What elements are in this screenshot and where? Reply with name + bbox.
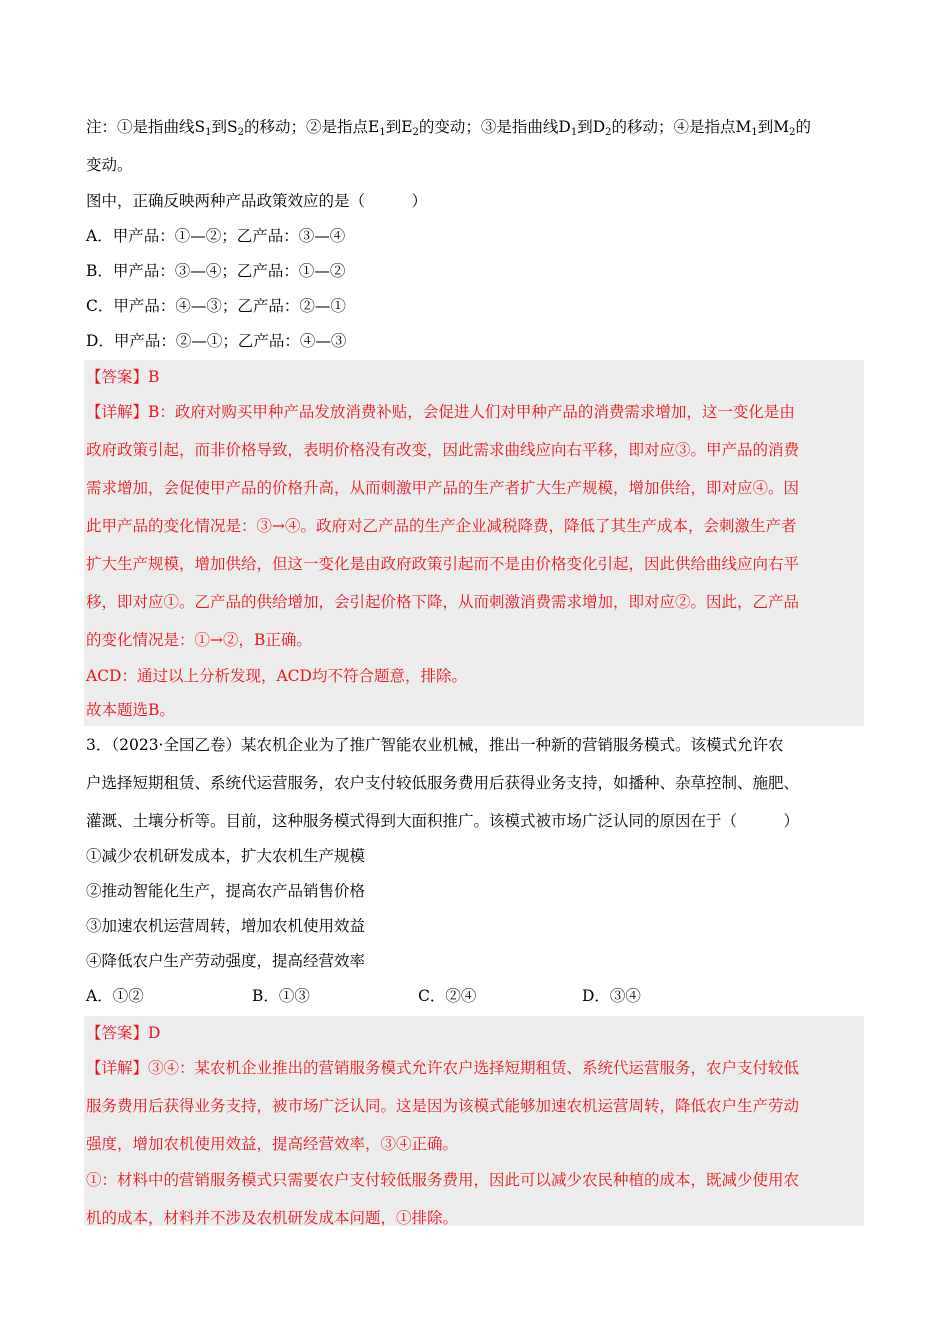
option-c: C．甲产品：④—③；乙产品：②—① <box>86 297 346 315</box>
option-d: D．甲产品：②—①；乙产品：④—③ <box>86 332 347 350</box>
option-a: A．①② <box>86 987 144 1005</box>
answer-box <box>84 360 864 726</box>
explanation-line: 政府政策引起，而非价格导致，表明价格没有改变，因此需求曲线应向右平移，即对应③。甲产品的消费 <box>86 441 800 459</box>
option-b: B．①③ <box>252 987 310 1005</box>
explanation-line: 需求增加，会促使甲产品的价格升高，从而刺激甲产品的生产者扩大生产规模，增加供给，即对应④。因 <box>86 479 800 497</box>
statement-item: ④降低农户生产劳动强度，提高经营效率 <box>86 952 366 970</box>
explanation-line: 强度，增加农机使用效益，提高经营效率，③④正确。 <box>86 1135 459 1153</box>
statement-item: ③加速农机运营周转，增加农机使用效益 <box>86 917 366 935</box>
explanation-line: 服务费用后获得业务支持，被市场广泛认同。这是因为该模式能够加速农机运营周转，降低农户生产劳动 <box>86 1097 800 1115</box>
explanation-line: ACD：通过以上分析发现，ACD均不符合题意，排除。 <box>86 667 467 685</box>
option-b: B．甲产品：③—④；乙产品：①—② <box>86 262 346 280</box>
option-c: C．②④ <box>418 987 477 1005</box>
explanation-line: 移，即对应①。乙产品的供给增加，会引起价格下降，从而刺激消费需求增加，即对应②。因此，乙产品 <box>86 593 800 611</box>
explanation-line: 此甲产品的变化情况是：③→④。政府对乙产品的生产企业减税降费，降低了其生产成本，会刺激生产者 <box>86 517 797 535</box>
answer-label: 【答案】D <box>86 1024 161 1042</box>
explanation-line: 的变化情况是：①→②，B正确。 <box>86 631 312 649</box>
question-stem: 灌溉、土壤分析等。目前，这种服务模式得到大面积推广。该模式被市场广泛认同的原因在于（ ） <box>86 812 800 830</box>
answer-box <box>84 1016 864 1226</box>
question-stem: 3．（2023·全国乙卷）某农机企业为了推广智能农业机械，推出一种新的营销服务模式。该模式允许农 <box>86 736 784 754</box>
note-line-2: 变动。 <box>86 156 133 174</box>
option-d: D．③④ <box>582 987 641 1005</box>
option-a: A．甲产品：①—②；乙产品：③—④ <box>86 227 346 245</box>
note-line-1: 注：①是指曲线$S_1$到$S_2$的移动；②是指点$E_1$到$E_2$的变动；③是指曲线$D_1$到$D_2$的移动；④是指点$M_1$到$M_2$的 <box>86 118 812 138</box>
explanation-line: 【详解】B：政府对购买甲种产品发放消费补贴，会促进人们对甲种产品的消费需求增加，这一变化是由 <box>86 403 795 421</box>
question-stem: 图中，正确反映两种产品政策效应的是（ ） <box>86 192 428 210</box>
statement-item: ②推动智能化生产，提高农产品销售价格 <box>86 882 366 900</box>
question-stem: 户选择短期租赁、系统代运营服务，农户支付较低服务费用后获得业务支持，如播种、杂草控制、施肥、 <box>86 774 800 792</box>
explanation-line: ①：材料中的营销服务模式只需要农户支付较低服务费用，因此可以减少农民种植的成本，既减少使用农 <box>86 1171 800 1189</box>
answer-label: 【答案】B <box>86 368 160 386</box>
statement-item: ①减少农机研发成本，扩大农机生产规模 <box>86 847 366 865</box>
explanation-line: 机的成本，材料并不涉及农机研发成本问题，①排除。 <box>86 1209 459 1227</box>
explanation-line: 扩大生产规模，增加供给，但这一变化是由政府政策引起而不是由价格变化引起，因此供给曲线应向右平 <box>86 555 800 573</box>
explanation-line: 【详解】③④：某农机企业推出的营销服务模式允许农户选择短期租赁、系统代运营服务，农户支付较低 <box>86 1059 800 1077</box>
explanation-line: 故本题选B。 <box>86 701 175 719</box>
